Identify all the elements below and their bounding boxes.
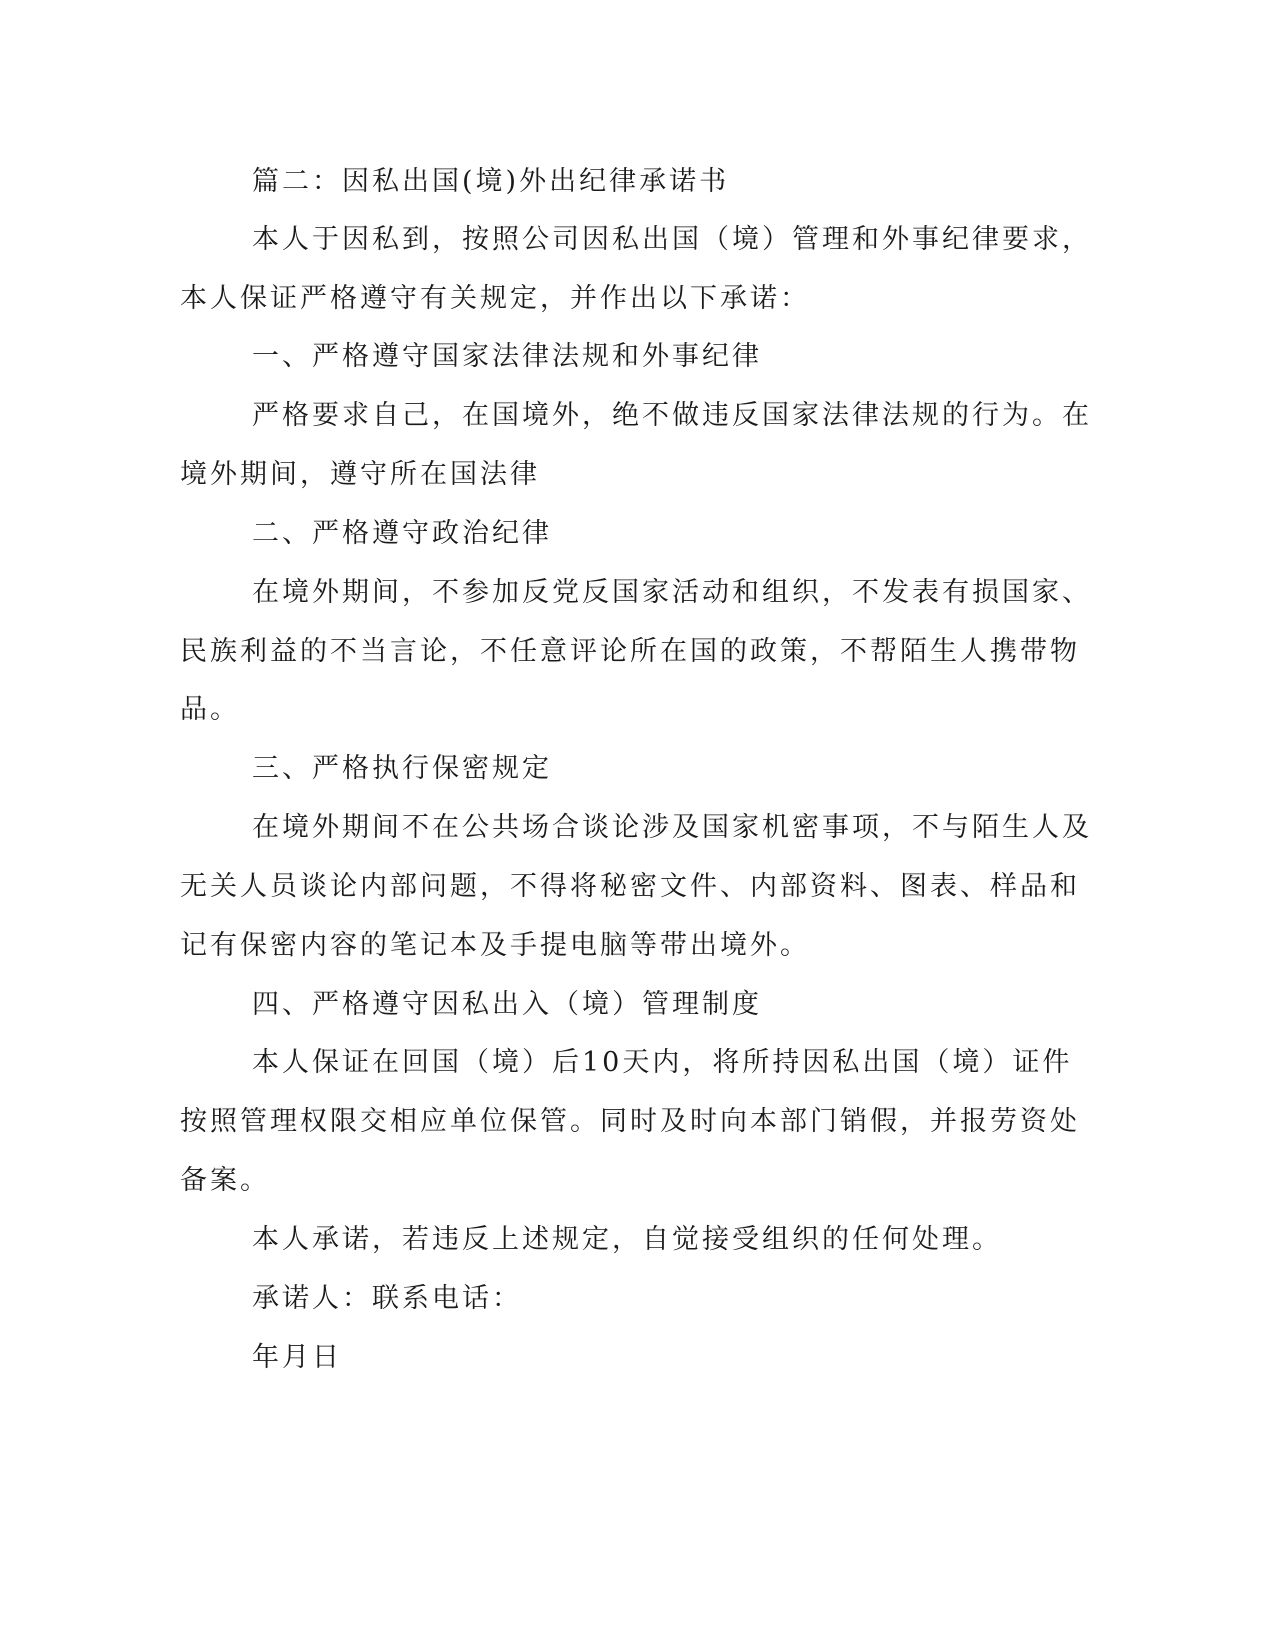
paragraph-line: 记有保密内容的笔记本及手提电脑等带出境外。 — [180, 930, 810, 961]
paragraph-line: 严格要求自己，在国境外，绝不做违反国家法律法规的行为。在 — [252, 400, 1092, 431]
document-title: 篇二：因私出国(境)外出纪律承诺书 — [252, 166, 730, 197]
paragraph-line: 本人保证在回国（境）后10天内，将所持因私出国（境）证件 — [252, 1047, 1073, 1078]
paragraph-line: 在境外期间，不参加反党反国家活动和组织，不发表有损国家、 — [252, 577, 1092, 608]
date-line: 年月日 — [252, 1342, 342, 1373]
section-heading-2: 二、严格遵守政治纪律 — [252, 518, 552, 549]
paragraph-line: 在境外期间不在公共场合谈论涉及国家机密事项，不与陌生人及 — [252, 812, 1092, 843]
signature-line: 承诺人：联系电话： — [252, 1283, 522, 1314]
paragraph-line: 品。 — [180, 694, 240, 725]
section-heading-3: 三、严格执行保密规定 — [252, 753, 552, 784]
paragraph-line: 本人保证严格遵守有关规定，并作出以下承诺： — [180, 283, 810, 314]
paragraph-line: 民族利益的不当言论，不任意评论所在国的政策，不帮陌生人携带物 — [180, 636, 1080, 667]
paragraph-line: 境外期间，遵守所在国法律 — [180, 459, 540, 490]
paragraph-line: 按照管理权限交相应单位保管。同时及时向本部门销假，并报劳资处 — [180, 1106, 1080, 1137]
section-heading-4: 四、严格遵守因私出入（境）管理制度 — [252, 989, 762, 1020]
paragraph-line: 本人于因私到，按照公司因私出国（境）管理和外事纪律要求， — [252, 224, 1092, 255]
paragraph-line: 无关人员谈论内部问题，不得将秘密文件、内部资料、图表、样品和 — [180, 871, 1080, 902]
paragraph-line: 备案。 — [180, 1165, 270, 1196]
section-heading-1: 一、严格遵守国家法律法规和外事纪律 — [252, 341, 762, 372]
commitment-statement: 本人承诺，若违反上述规定，自觉接受组织的任何处理。 — [252, 1224, 1002, 1255]
